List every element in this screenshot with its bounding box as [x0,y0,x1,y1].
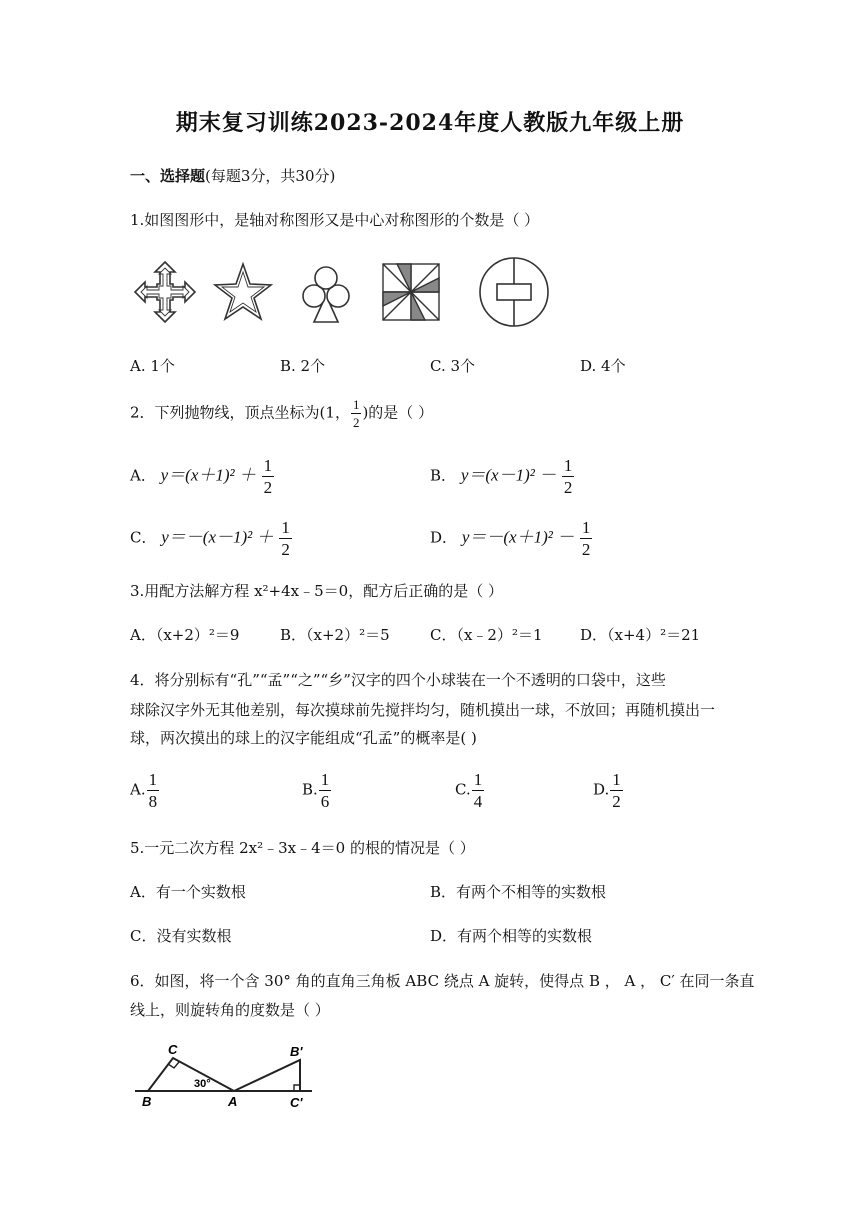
option-label: B． [430,466,457,485]
option-label: A. [130,780,146,799]
option-label: B. [302,780,318,799]
question-1-figures [130,252,560,332]
question-1-option-d: D. 4个 [580,357,626,375]
fraction-numerator: 1 [581,518,591,537]
question-6-line-1: 6．如图，将一个含 30° 角的直角三角板 ABC 绕点 A 旋转，使得点 B ， A ， C′ 在同一条直 [130,972,755,990]
fraction-denominator: 2 [563,478,573,497]
option-label: D． [430,528,458,547]
fraction-denominator: 6 [320,792,330,811]
fraction-numerator: 1 [263,456,273,475]
question-1-option-b: B. 2个 [280,357,326,375]
question-4-line-3: 球，两次摸出的球上的汉字能组成“孔孟”的概率是( ) [130,729,477,747]
question-2-stem-fraction [351,398,362,429]
page-title: 期末复习训练2023-2024年度人教版九年级上册 [175,110,685,136]
section-note: (每题3分，共30分) [205,167,336,185]
option-fraction [580,519,593,558]
fraction-denominator: 2 [263,478,273,497]
question-4-option-d [593,771,624,810]
question-3-stem: 3.用配方法解方程 x²+4x﹣5＝0，配方后正确的是（ ） [130,582,503,600]
pinwheel-icon [383,264,439,320]
option-fraction [319,771,332,810]
question-5-option-b: B．有两个不相等的实数根 [430,883,607,901]
option-fraction [262,457,275,496]
question-2-stem-post: )的是（ ） [362,403,434,422]
fraction-numerator: 1 [320,770,330,789]
question-3-option-b: B．（x+2）²＝5 [280,626,390,644]
option-expression: y＝－(x－1)² ＋ [161,527,274,547]
club-icon [303,267,349,322]
option-fraction [472,771,485,810]
option-label: C． [130,528,157,547]
question-5-option-d: D．有两个相等的实数根 [430,927,593,945]
question-4-option-c [455,771,485,810]
question-1-option-c: C. 3个 [430,357,476,375]
fraction-denominator: 4 [473,792,483,811]
fraction-numerator: 1 [148,770,158,789]
question-5-stem: 5.一元二次方程 2x²﹣3x﹣4＝0 的根的情况是（ ） [130,839,475,857]
question-2-stem [130,398,433,429]
label-a: A [228,1094,238,1109]
star-icon [215,264,271,319]
option-label: C. [455,780,471,799]
label-angle: 30° [194,1078,211,1090]
four-arrow-icon [135,262,195,322]
label-c-prime: C' [290,1095,303,1110]
option-expression: y＝(x＋1)² ＋ [160,465,256,485]
fraction-denominator: 8 [148,792,158,811]
question-4-option-b [302,771,332,810]
question-2-option-c [130,519,293,558]
question-4-option-a [130,771,160,810]
question-3-option-a: A．（x+2）²＝9 [130,626,240,644]
triangle-abc [148,1058,234,1091]
question-1-option-a: A. 1个 [130,357,175,375]
fraction-numerator: 1 [473,770,483,789]
question-6-figure [130,1038,320,1113]
option-expression: y＝(x－1)² － [460,465,557,485]
fraction-numerator: 1 [563,456,573,475]
section-label: 一、选择题 [130,167,206,185]
fraction-numerator: 1 [281,518,290,537]
question-6-line-2: 线上，则旋转角的度数是（ ） [130,1001,330,1019]
fraction-denominator: 2 [281,540,290,559]
fraction-numerator: 1 [352,397,360,412]
fraction-denominator: 2 [612,792,621,811]
question-5-option-c: C．没有实数根 [130,927,232,945]
option-label: A． [130,466,156,485]
label-b-prime: B' [290,1044,303,1059]
question-2-option-b [430,457,575,496]
question-5-option-a: A．有一个实数根 [130,883,246,901]
fraction-numerator: 1 [612,770,621,789]
fraction-denominator: 2 [581,540,591,559]
question-3-option-c: C．（x﹣2）²＝1 [430,626,543,644]
question-2-option-d [430,519,593,558]
label-c: C [168,1042,178,1057]
question-2-option-a [130,457,275,496]
section-heading [130,165,335,186]
option-fraction [562,457,575,496]
question-4-line-2: 球除汉字外无其他差别，每次摸球前先搅拌均匀，随机摸出一球，不放回；再随机摸出一 [130,701,716,719]
option-fraction [147,771,160,810]
question-1-stem: 1.如图图形中，是轴对称图形又是中心对称图形的个数是（ ） [130,211,540,229]
circle-rect-icon [480,258,548,326]
triangle-ab-prime-c-prime [234,1060,300,1091]
option-fraction [279,519,292,558]
fraction-denominator: 2 [352,415,360,430]
option-expression: y＝－(x＋1)² － [461,527,575,547]
question-3-option-d: D．（x+4）²＝21 [580,626,701,644]
option-fraction [610,771,623,810]
question-4-line-1: 4．将分别标有“孔”“孟”“之”“乡”汉字的四个小球装在一个不透明的口袋中，这些 [130,671,666,689]
option-label: D. [593,780,610,799]
label-b: B [142,1094,152,1109]
question-2-stem-pre: 2．下列抛物线，顶点坐标为(1， [130,403,350,422]
